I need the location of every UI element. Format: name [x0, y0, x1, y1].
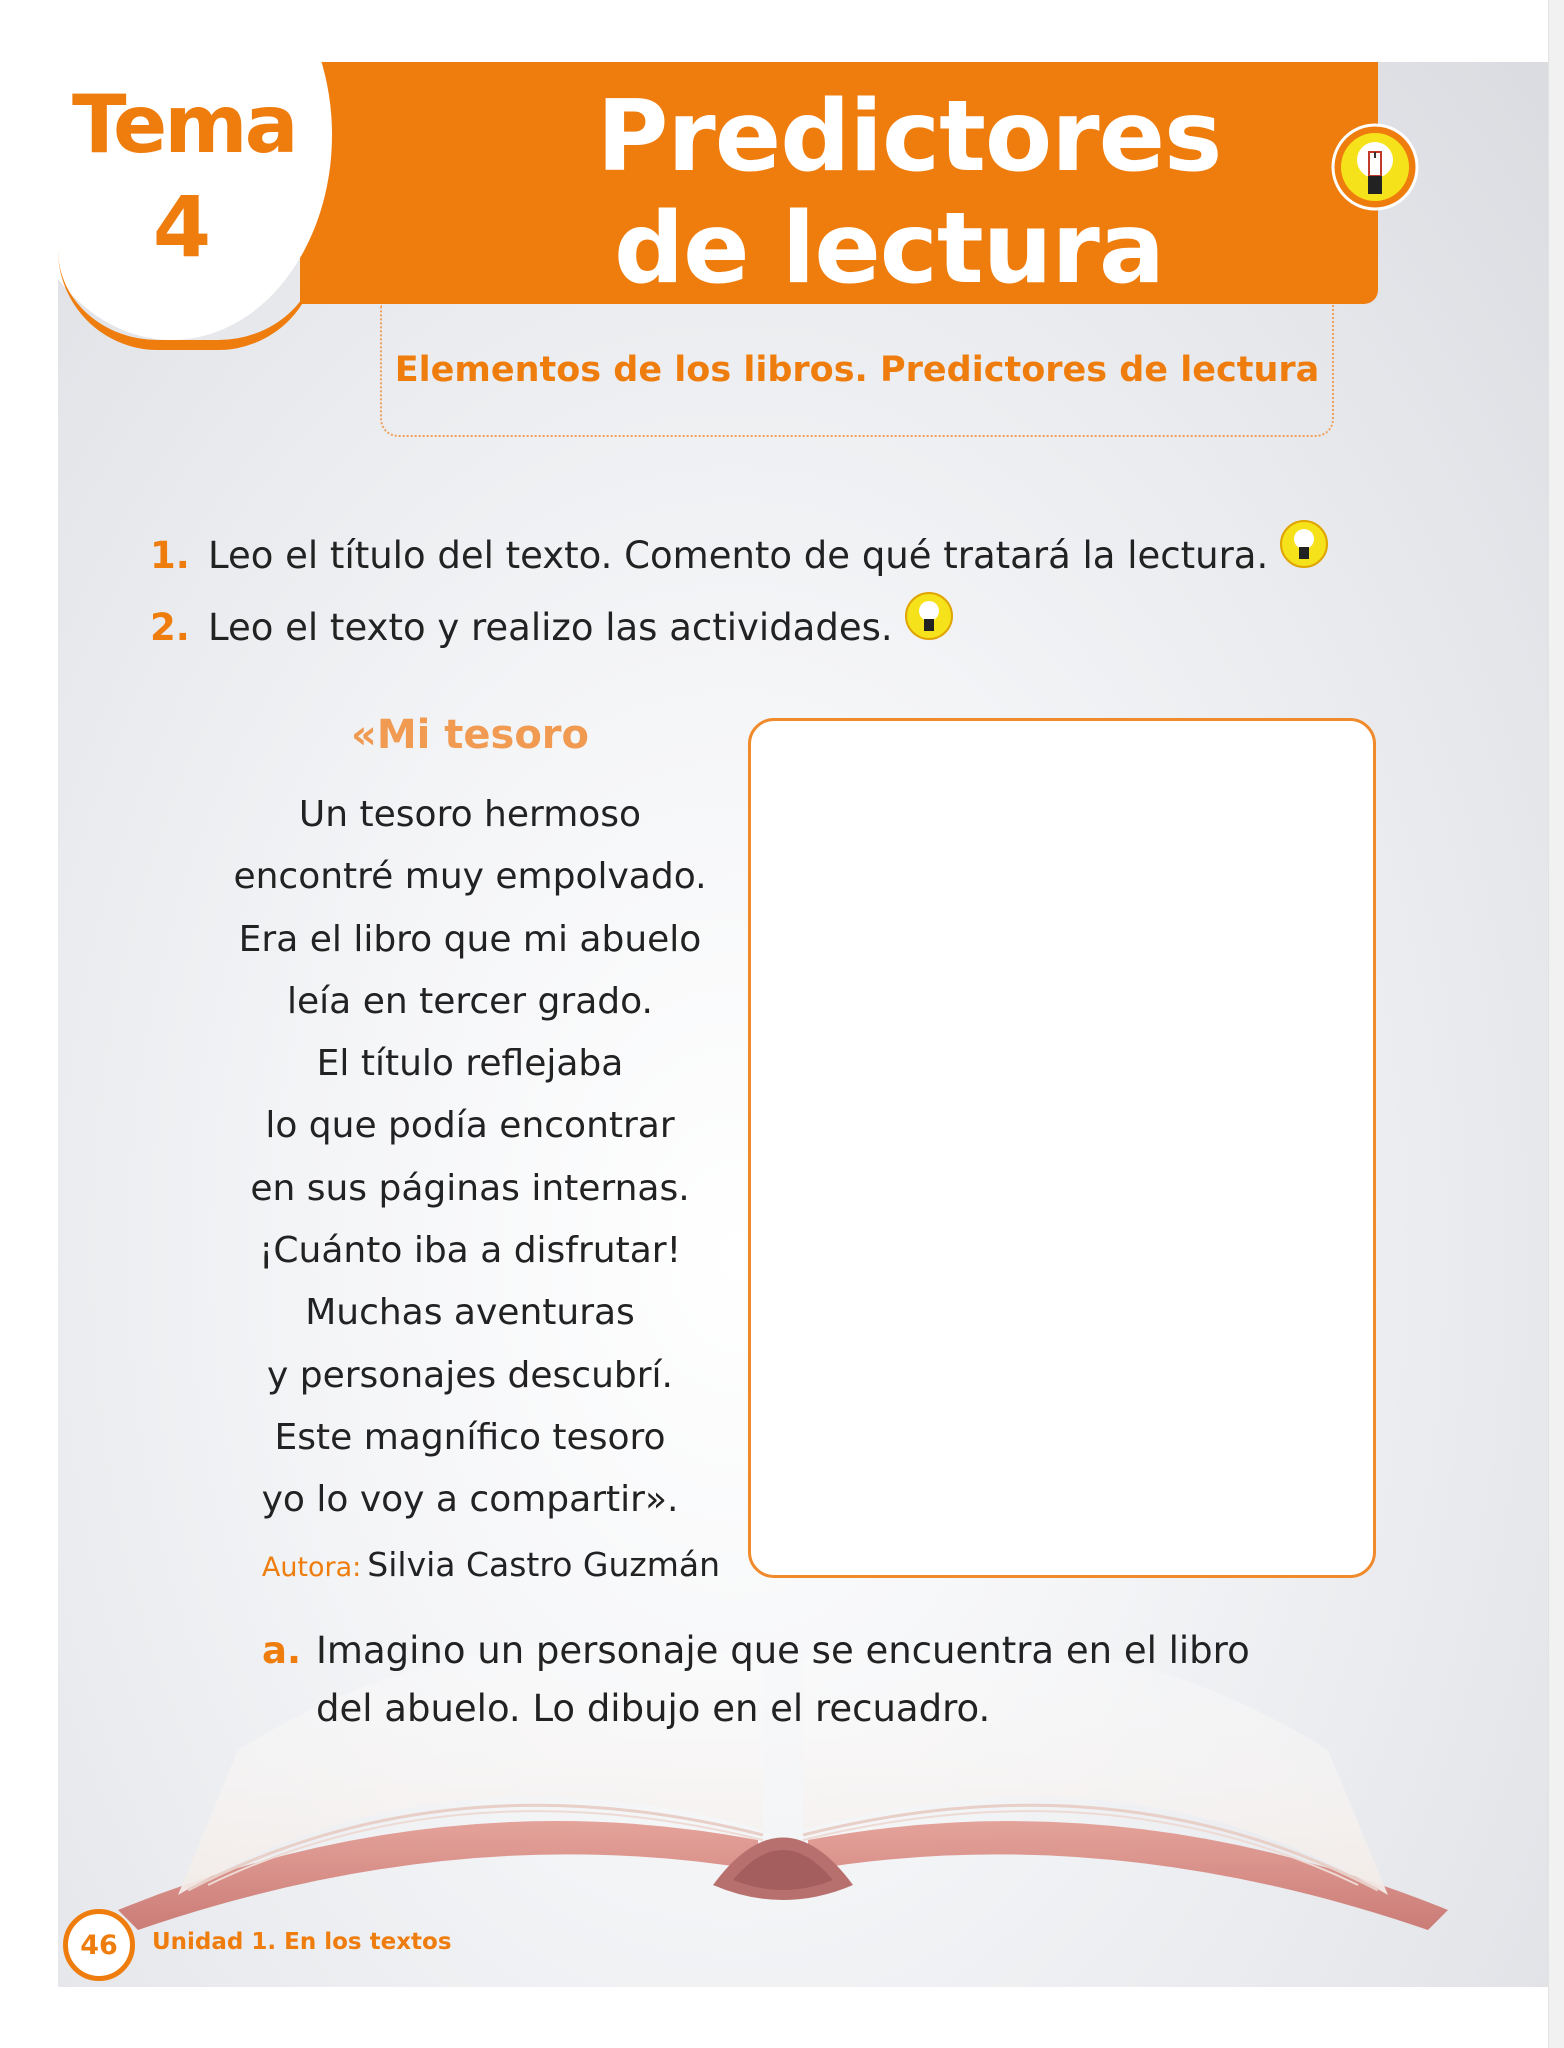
instruction-1: [150, 534, 1330, 577]
author-label: Autora:: [261, 1552, 362, 1583]
unit-label: Unidad 1. En los textos: [152, 1929, 452, 1955]
tema-label: Tema: [72, 78, 296, 171]
poem-line: Muchas aventuras: [305, 1292, 635, 1334]
subtitle: Elementos de los libros. Predictores de lectura: [394, 350, 1320, 390]
page-number: 46: [63, 1909, 135, 1981]
page-title-line-2: de lectura: [614, 192, 1164, 306]
poem-line: encontré muy empolvado.: [233, 856, 707, 898]
instruction-number: 1.: [150, 534, 190, 577]
task-text: Imagino un personaje que se encuentra en el libro del abuelo. Lo dibujo en el recuadro.: [316, 1629, 1250, 1730]
lightbulb-icon: [903, 590, 955, 642]
instruction-2: [150, 606, 955, 649]
poem-line: Este magnífico tesoro: [274, 1416, 666, 1458]
poem-title: «Mi tesoro: [350, 712, 590, 758]
lightbulb-pencil-icon: [1330, 122, 1420, 212]
instruction-text: Leo el texto y realizo las actividades.: [208, 606, 893, 649]
poem-line: lo que podía encontrar: [265, 1105, 675, 1147]
poem-line: ¡Cuánto iba a disfrutar!: [258, 1230, 681, 1272]
poem-line: y personajes descubrí.: [266, 1354, 674, 1396]
open-book-illustration: [58, 1540, 1508, 1960]
drawing-box[interactable]: [748, 718, 1376, 1578]
poem-line: Era el libro que mi abuelo: [238, 918, 702, 960]
page-edge: [1548, 0, 1564, 2048]
tema-number: 4: [152, 178, 212, 276]
lightbulb-icon: [1278, 518, 1330, 570]
instruction-text: Leo el título del texto. Comento de qué tratará la lectura.: [208, 534, 1269, 577]
poem-line: Un tesoro hermoso: [298, 794, 642, 835]
task-a: [262, 1622, 1312, 1738]
poem-line: yo lo voy a compartir».: [261, 1479, 679, 1521]
page-title-line-1: Predictores: [596, 80, 1222, 194]
author-name: Silvia Castro Guzmán: [367, 1545, 720, 1584]
poem-author: [220, 1545, 720, 1584]
instruction-number: 2.: [150, 606, 190, 649]
task-letter: a.: [262, 1629, 302, 1672]
poem-line: El título reflejaba: [316, 1043, 624, 1085]
poem-body: [220, 784, 720, 1532]
poem-line: leía en tercer grado.: [287, 980, 653, 1022]
poem-line: en sus páginas internas.: [250, 1167, 690, 1209]
